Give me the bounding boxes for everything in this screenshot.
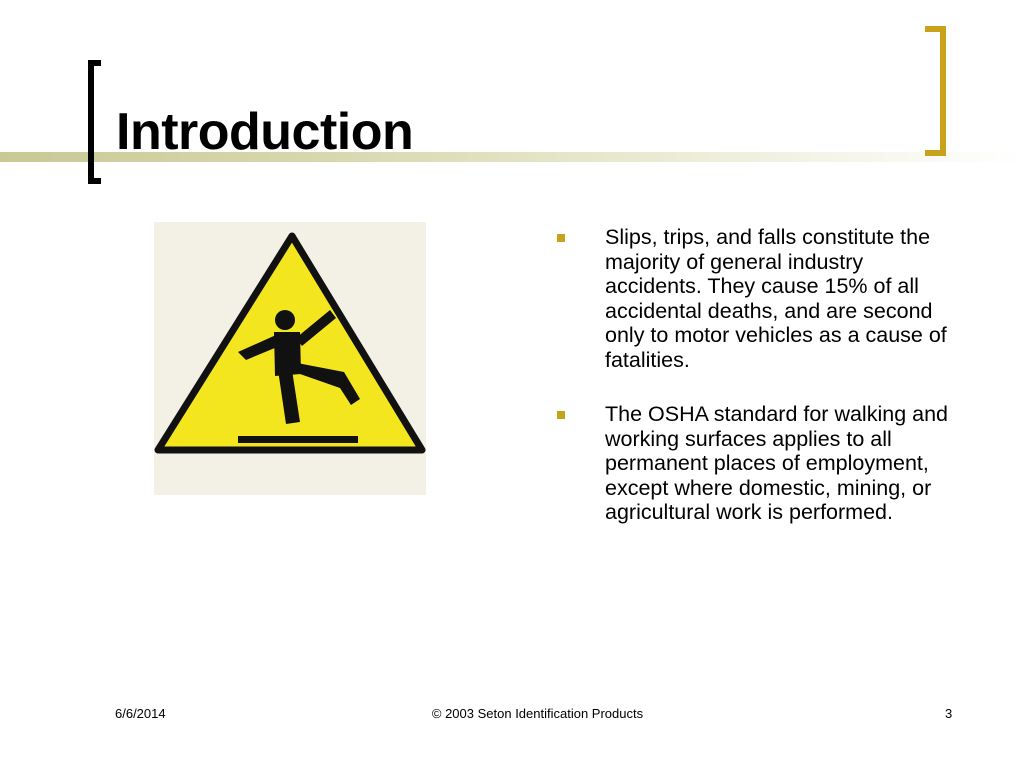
slippery-floor-warning-sign-icon [154, 222, 426, 495]
right-bracket-decoration [925, 26, 946, 156]
footer-page-number: 3 [945, 706, 953, 721]
square-bullet-icon [557, 411, 565, 419]
bullet-text: The OSHA standard for walking and working surfaces applies to all permanent places of employment, except where domestic, mining, or agricultural work is performed. [605, 402, 948, 524]
left-bracket-decoration [88, 60, 101, 184]
square-bullet-icon [557, 234, 565, 242]
bullet-list [550, 225, 950, 555]
slide-title: Introduction [116, 103, 414, 161]
footer-date: 6/6/2014 [115, 706, 166, 721]
bullet-item [550, 402, 950, 525]
footer-copyright: © 2003 Seton Identification Products [431, 706, 644, 721]
slip-hazard-image [154, 222, 426, 495]
bullet-item [550, 225, 950, 372]
bullet-text: Slips, trips, and falls constitute the majority of general industry accidents. They cause 15% of all accidental deaths, and are second only to motor vehicles as a cause of fatalities. [605, 225, 947, 372]
